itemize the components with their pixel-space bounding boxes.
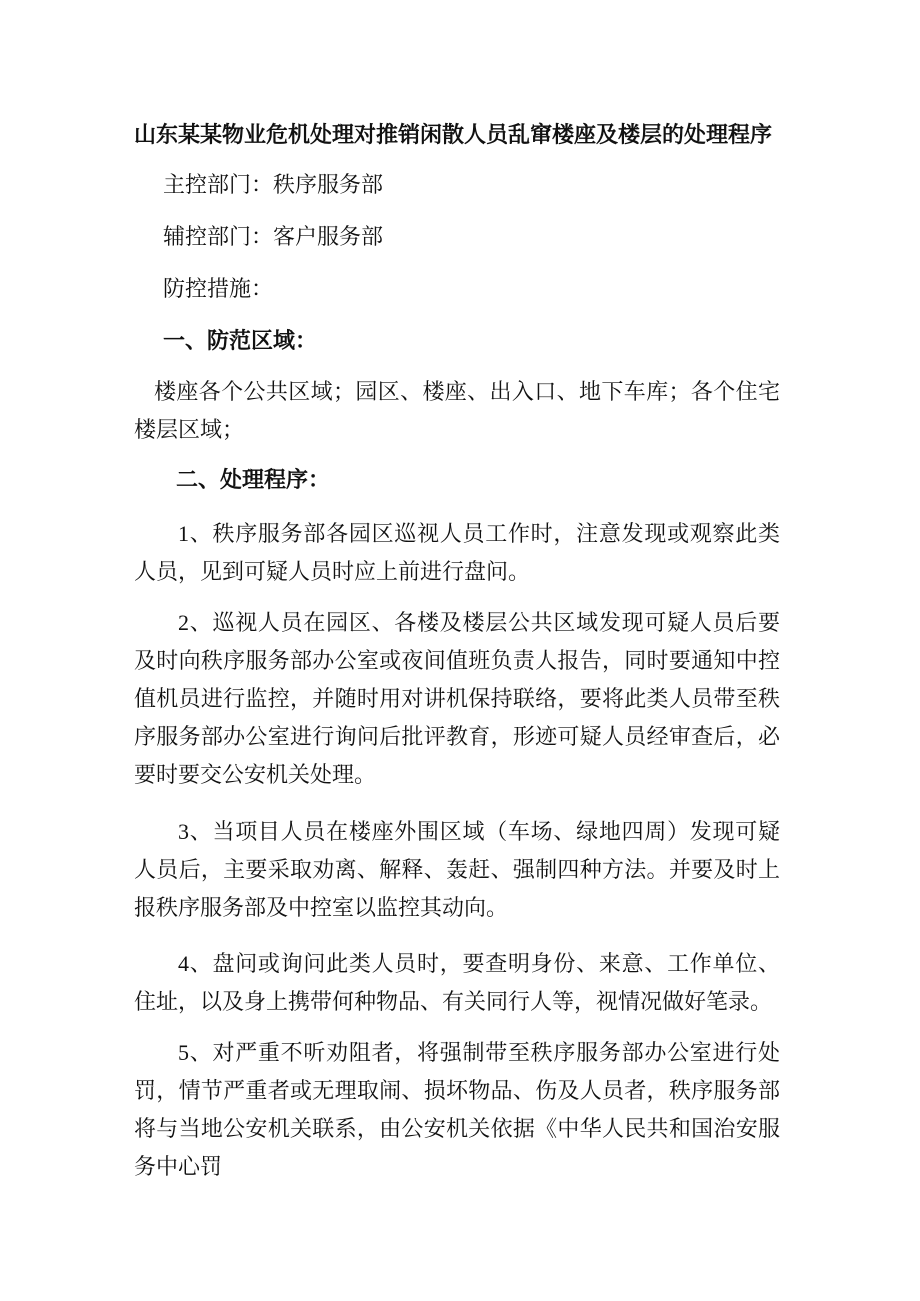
step-paragraph: [134, 813, 780, 928]
assist-department-line: 辅控部门：客户服务部: [163, 225, 384, 250]
step-paragraph: [134, 515, 780, 592]
step-paragraph: [134, 1034, 780, 1187]
step-text: 、秩序服务部各园区巡视人员工作时，注意发现或观察此类人员，见到可疑人员时应上前进行盘问。: [134, 522, 780, 585]
step-text: 、对严重不听劝阻者，将强制带至秩序服务部办公室进行处罚，情节严重者或无理取闹、损坏物品、伤及人员者，秩序服务部将与当地公安机关联系，由公安机关依据《中华人民共和国治安服务中心罚: [134, 1041, 780, 1180]
section1-text: 楼座各个公共区域；园区、楼座、出入口、地下车库；各个住宅楼层区域；: [134, 380, 780, 443]
document-title: 山东某某物业危机处理对推销闲散人员乱窜楼座及楼层的处理程序: [134, 123, 773, 148]
step-number: 1: [178, 521, 189, 546]
step-text: 、巡视人员在园区、各楼及楼层公共区域发现可疑人员后要及时向秩序服务部办公室或夜间值班负责人报告，同时要通知中控值机员进行监控，并随时用对讲机保持联络，要将此类人员带至秩序服务部办公室进行询问后批评教育，形迹可疑人员经审查后，必要时要交公安机关处理。: [134, 611, 780, 788]
step-number: 2: [178, 610, 189, 635]
step-paragraph: [134, 604, 780, 795]
measures-label: 防控措施：: [163, 277, 274, 302]
step-text: 、盘问或询问此类人员时，要查明身份、来意、工作单位、住址，以及身上携带何种物品、有关同行人等，视情况做好笔录。: [134, 952, 780, 1015]
step-number: 3: [178, 819, 189, 844]
section1-heading: 一、防范区域：: [163, 329, 318, 354]
step-paragraph: [134, 945, 780, 1022]
step-number: 5: [178, 1040, 189, 1065]
section2-heading: 二、处理程序：: [176, 468, 331, 493]
step-text: 、当项目人员在楼座外围区域（车场、绿地四周）发现可疑人员后，主要采取劝离、解释、轰赶、强制四种方法。并要及时上报秩序服务部及中控室以监控其动向。: [134, 820, 780, 921]
step-number: 4: [178, 951, 189, 976]
main-department-line: 主控部门：秩序服务部: [163, 173, 384, 198]
